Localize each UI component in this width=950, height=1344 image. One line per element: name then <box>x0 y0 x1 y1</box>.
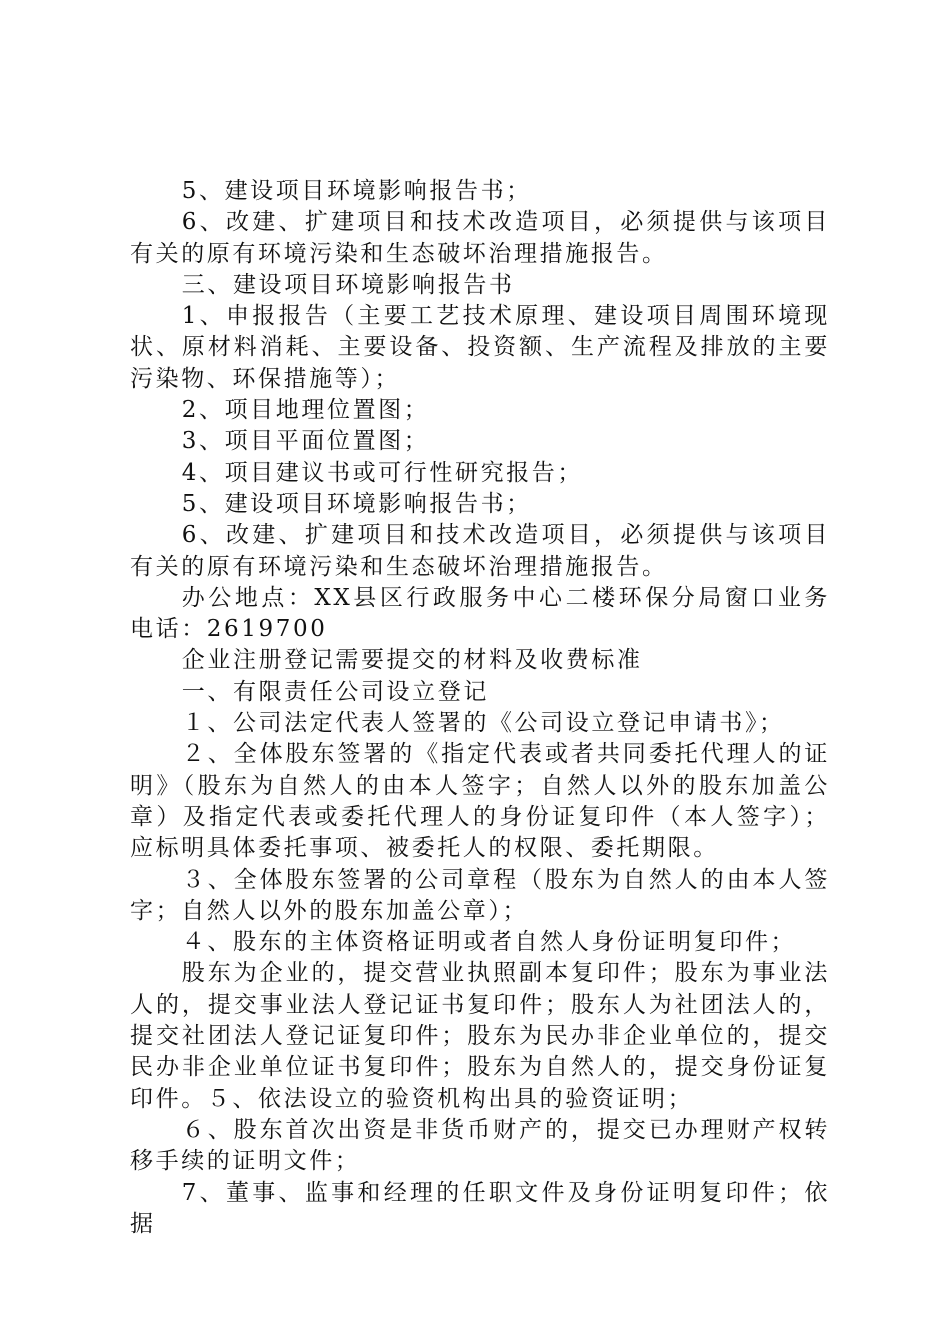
section-title: 企业注册登记需要提交的材料及收费标准 <box>181 647 643 674</box>
paragraph: 6、改建、扩建项目和技术改造项目，必须提供与该项目有关的原有环境污染和生态破坏治理措施报告。 <box>130 522 830 580</box>
paragraph: １、公司法定代表人签署的《公司设立登记申请书》； <box>181 710 785 737</box>
paragraph: 5、建设项目环境影响报告书； <box>181 490 532 517</box>
document-body <box>130 176 830 1240</box>
paragraph: ６、股东首次出资是非货币财产的，提交已办理财产权转移手续的证明文件； <box>130 1116 830 1175</box>
paragraph: 3、项目平面位置图； <box>181 428 430 455</box>
paragraph: 1、申报报告（主要工艺技术原理、建设项目周围环境现状、原材料消耗、主要设备、投资额、生产流程及排放的主要污染物、环保措施等）； <box>130 303 830 392</box>
paragraph: 6、改建、扩建项目和技术改造项目，必须提供与该项目有关的原有环境污染和生态破坏治理措施报告。 <box>130 209 830 267</box>
section-heading: 三、建设项目环境影响报告书 <box>181 271 515 298</box>
paragraph: 7、董事、监事和经理的任职文件及身份证明复印件；依据 <box>130 1179 830 1237</box>
section-heading: 一、有限责任公司设立登记 <box>181 678 489 705</box>
paragraph: ２、全体股东签署的《指定代表或者共同委托代理人的证明》（股东为自然人的由本人签字；自然人以外的股东加盖公章）及指定代表或委托代理人的身份证复印件（本人签字）；应标明具体委托事项、被委托人的权限、委托期限。 <box>130 741 830 862</box>
paragraph: 2、项目地理位置图； <box>181 397 430 424</box>
paragraph: ４、股东的主体资格证明或者自然人身份证明复印件； <box>181 929 797 956</box>
paragraph: ３、全体股东签署的公司章程（股东为自然人的由本人签字；自然人以外的股东加盖公章）； <box>130 866 830 924</box>
paragraph: 股东为企业的，提交营业执照副本复印件；股东为事业法人的，提交事业法人登记证书复印件；股东人为社团法人的，提交社团法人登记证复印件；股东为民办非企业单位的，提交民办非企业单位证书复印件；股东为自然人的，提交身份证复印件。５、依法设立的验资机构出具的验资证明； <box>130 960 830 1112</box>
paragraph: 5、建设项目环境影响报告书； <box>181 178 532 204</box>
paragraph: 4、项目建议书或可行性研究报告； <box>181 459 583 486</box>
contact-info: 办公地点：XX县区行政服务中心二楼环保分局窗口业务电话：2619700 <box>130 584 830 643</box>
